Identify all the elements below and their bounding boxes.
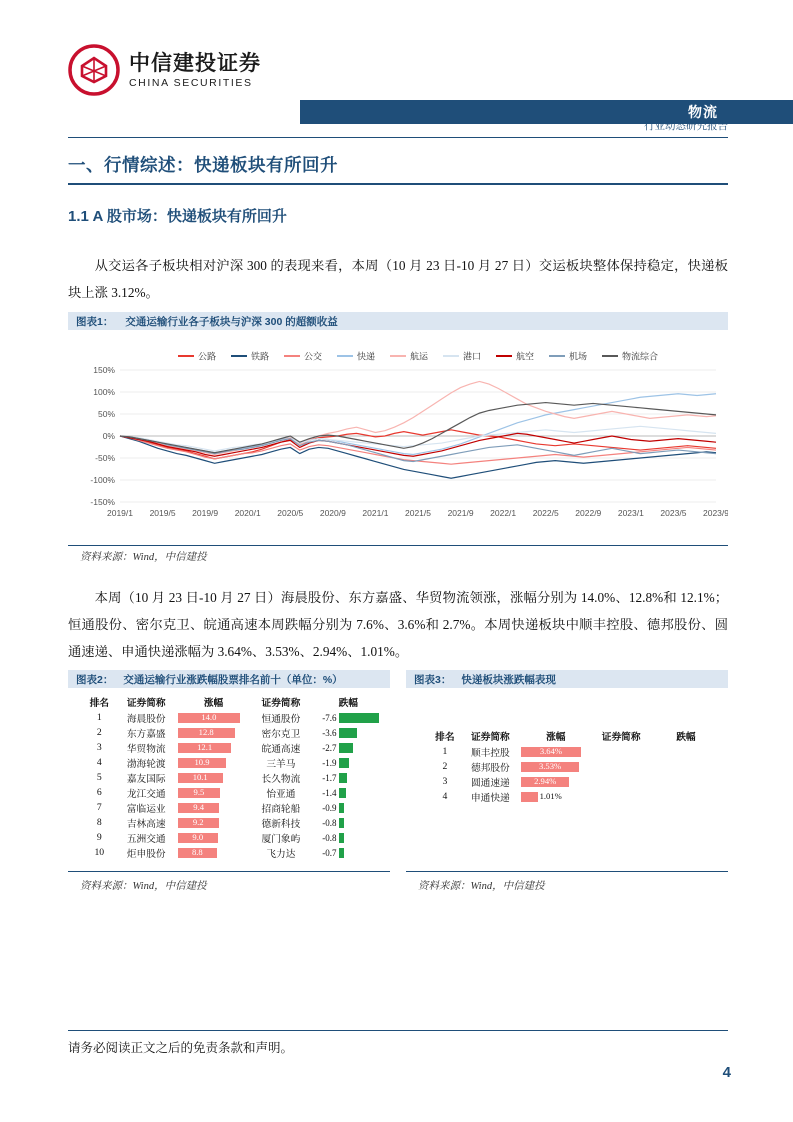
table-row <box>84 755 384 770</box>
cell-up-name: 顺丰控股 <box>470 747 510 759</box>
table-row <box>430 789 720 804</box>
cell-up-value: 9.5 <box>178 785 249 800</box>
cell-up-name: 炬申股份 <box>126 848 166 860</box>
table-row <box>84 830 384 845</box>
figure1-label: 图表1： <box>76 315 114 328</box>
col-down: 跌幅 <box>338 698 358 709</box>
cell-down-name: 皖通高速 <box>261 743 301 755</box>
cell-down-value: -1.9 <box>313 755 384 770</box>
cell-rank: 3 <box>96 742 102 753</box>
svg-text:公路: 公路 <box>198 351 217 362</box>
footer-divider <box>68 1030 728 1031</box>
industry-tag: 物流 <box>674 100 728 124</box>
cell-down-value: -3.6 <box>313 725 384 740</box>
header-band-tail <box>730 100 793 124</box>
header-divider <box>68 137 728 138</box>
figure1-title: 交通运输行业各子板块与沪深 300 的超额收益 <box>125 315 338 328</box>
figure2-table <box>84 694 384 860</box>
figure3-source: 资料来源：Wind，中信建投 <box>418 881 545 892</box>
svg-text:2020/5: 2020/5 <box>277 508 304 518</box>
table-row <box>84 785 384 800</box>
svg-text:航空: 航空 <box>516 351 535 362</box>
cell-up-name: 龙江交通 <box>126 788 166 800</box>
cell-down-name: 德新科技 <box>261 818 301 830</box>
svg-text:港口: 港口 <box>463 351 482 362</box>
table-row <box>84 725 384 740</box>
cell-down-value: -0.7 <box>313 845 384 860</box>
cell-rank: 1 <box>96 712 102 723</box>
svg-text:机场: 机场 <box>569 351 588 362</box>
cell-down-value: -0.8 <box>313 815 384 830</box>
cell-up-value: 14.0 <box>178 710 249 725</box>
cell-up-value: 9.4 <box>178 800 249 815</box>
cell-down-name: 招商轮船 <box>261 803 301 815</box>
cell-down-value: -0.8 <box>313 830 384 845</box>
svg-text:2023/1: 2023/1 <box>617 508 644 518</box>
svg-text:2021/5: 2021/5 <box>405 508 431 518</box>
cell-rank: 4 <box>96 757 102 768</box>
figure1-chart <box>68 330 728 546</box>
paragraph-2: 本周（10 月 23 日-10 月 27 日）海晨股份、东方嘉盛、华贸物流领涨，涨幅分别为 14.0%、12.8%和 12.1%；恒通股份、密尔克卫、皖通高速本周跌幅分别为 7.6%、3.6%和 2.7%。本周快递板块中顺丰控股、德邦股份、圆通速递、申通快递涨幅为 3.64%、3.53%、2.94%、1.01%。 <box>68 590 728 659</box>
cell-down-name: 三羊马 <box>266 758 296 770</box>
svg-text:2021/9: 2021/9 <box>447 508 474 518</box>
cell-down-name: 怡亚通 <box>266 788 296 800</box>
cell-up-name: 五洲交通 <box>126 833 166 845</box>
cell-down-value <box>652 759 720 774</box>
col-up: 涨幅 <box>546 732 566 743</box>
section-heading-1: 一、行情综述：快递板块有所回升 <box>68 155 338 175</box>
section-heading-block <box>68 152 728 185</box>
cell-rank: 1 <box>442 746 448 757</box>
svg-text:2021/1: 2021/1 <box>362 508 389 518</box>
col-down-name: 证券简称 <box>261 698 301 709</box>
svg-text:-100%: -100% <box>90 475 115 485</box>
figure3-title: 快递板块涨跌幅表现 <box>461 673 556 686</box>
cell-rank: 2 <box>96 727 102 738</box>
col-up-name: 证券简称 <box>470 732 510 743</box>
cell-rank: 10 <box>94 847 105 858</box>
col-down: 跌幅 <box>676 732 696 743</box>
table-row <box>84 710 384 725</box>
cell-down-value: -2.7 <box>313 740 384 755</box>
svg-text:2023/5: 2023/5 <box>660 508 687 518</box>
report-type-label: 行业动态研究报告 <box>644 120 728 132</box>
cell-up-name: 海晨股份 <box>126 713 166 725</box>
cell-down-name: 长久物流 <box>261 773 301 785</box>
svg-text:0%: 0% <box>102 431 115 441</box>
table-row <box>84 740 384 755</box>
cell-down-value <box>652 744 720 759</box>
svg-text:铁路: 铁路 <box>251 351 270 362</box>
cell-rank: 6 <box>96 787 102 798</box>
figure3-divider <box>406 871 728 872</box>
cell-up-value: 2.94% <box>521 774 591 789</box>
cell-rank: 4 <box>442 791 448 802</box>
col-down-name: 证券简称 <box>601 732 641 743</box>
cell-up-name: 德邦股份 <box>470 762 510 774</box>
svg-text:2019/1: 2019/1 <box>107 508 133 518</box>
figure3-table <box>430 728 720 804</box>
section-heading-rule <box>68 183 728 185</box>
cell-up-value: 9.0 <box>178 830 249 845</box>
svg-text:航运: 航运 <box>410 351 429 362</box>
cell-up-name: 嘉友国际 <box>126 773 166 785</box>
cell-up-value: 10.1 <box>178 770 249 785</box>
svg-text:2023/9: 2023/9 <box>703 508 728 518</box>
logo-text-en: CHINA SECURITIES <box>129 76 253 89</box>
col-up: 涨幅 <box>203 698 224 709</box>
col-rank: 排名 <box>89 698 109 709</box>
cell-down-value: -0.9 <box>313 800 384 815</box>
cell-up-value: 10.9 <box>178 755 249 770</box>
cell-up-name: 富临运业 <box>126 803 166 815</box>
cell-up-name: 华贸物流 <box>126 743 166 755</box>
figure2-source: 资料来源：Wind，中信建投 <box>80 881 207 892</box>
section-heading-2: 1.1 A 股市场：快递板块有所回升 <box>68 208 287 225</box>
svg-text:-50%: -50% <box>95 453 115 463</box>
cell-down-name <box>591 774 652 789</box>
cell-up-value: 8.8 <box>178 845 249 860</box>
company-logo <box>68 44 261 96</box>
cell-down-value: -1.7 <box>313 770 384 785</box>
table-header-row <box>430 728 720 744</box>
cell-up-name: 渤海轮渡 <box>126 758 166 770</box>
cell-up-value: 12.8 <box>178 725 249 740</box>
figure2-divider <box>68 871 390 872</box>
cell-down-name: 厦门象屿 <box>261 833 301 845</box>
svg-text:物流综合: 物流综合 <box>622 351 659 362</box>
cell-up-name: 东方嘉盛 <box>126 728 166 740</box>
svg-text:100%: 100% <box>93 387 115 397</box>
svg-text:2022/1: 2022/1 <box>490 508 517 518</box>
table-header-row <box>84 694 384 710</box>
table-row <box>430 774 720 789</box>
cell-down-name <box>591 759 652 774</box>
svg-text:2022/9: 2022/9 <box>575 508 602 518</box>
table-row <box>84 770 384 785</box>
cell-down-value: -7.6 <box>313 710 384 725</box>
cell-up-value: 3.64% <box>521 744 591 759</box>
footer-disclaimer: 请务必阅读正文之后的免责条款和声明。 <box>68 1041 294 1055</box>
figure2-label: 图表2： <box>76 673 114 686</box>
figure2-title: 交通运输行业涨跌幅股票排名前十（单位：%） <box>123 673 343 686</box>
svg-text:150%: 150% <box>93 365 115 375</box>
figure2-caption <box>68 670 390 688</box>
cell-down-value: -1.4 <box>313 785 384 800</box>
cell-rank: 2 <box>442 761 448 772</box>
table-row <box>84 845 384 860</box>
page-number: 4 <box>722 1064 731 1081</box>
cell-down-value <box>652 789 720 804</box>
svg-text:2020/9: 2020/9 <box>319 508 346 518</box>
cell-down-name <box>591 744 652 759</box>
figure1-source: 资料来源：Wind，中信建投 <box>80 552 207 563</box>
cell-down-value <box>652 774 720 789</box>
svg-text:50%: 50% <box>97 409 115 419</box>
svg-text:2022/5: 2022/5 <box>532 508 559 518</box>
cell-down-name: 恒通股份 <box>261 713 301 725</box>
svg-text:快递: 快递 <box>357 351 376 362</box>
cell-rank: 8 <box>96 817 102 828</box>
svg-text:公交: 公交 <box>304 351 323 362</box>
cell-up-value: 12.1 <box>178 740 249 755</box>
cell-rank: 7 <box>96 802 102 813</box>
svg-text:2019/9: 2019/9 <box>192 508 219 518</box>
cell-rank: 5 <box>96 772 102 783</box>
logo-mark-icon <box>68 44 120 96</box>
cell-up-value: 3.53% <box>521 759 591 774</box>
cell-up-name: 吉林高速 <box>126 818 166 830</box>
cell-up-name: 申通快递 <box>470 792 510 804</box>
cell-up-value: 1.01% <box>521 789 591 804</box>
svg-text:2020/1: 2020/1 <box>234 508 261 518</box>
cell-rank: 9 <box>96 832 102 843</box>
cell-rank: 3 <box>442 776 448 787</box>
page-header <box>68 44 728 120</box>
table-row <box>84 815 384 830</box>
figure3-label: 图表3： <box>414 673 452 686</box>
table-row <box>430 744 720 759</box>
table-row <box>430 759 720 774</box>
cell-up-name: 圆通速递 <box>470 777 510 789</box>
cell-down-name: 飞力达 <box>266 848 296 860</box>
col-rank: 排名 <box>435 732 455 743</box>
figure1-caption <box>68 312 728 330</box>
cell-down-name: 密尔克卫 <box>261 728 301 740</box>
figure3-caption <box>406 670 728 688</box>
cell-up-value: 9.2 <box>178 815 249 830</box>
logo-text-cn: 中信建投证券 <box>129 51 261 75</box>
cell-down-name <box>591 789 652 804</box>
table-row <box>84 800 384 815</box>
svg-text:-150%: -150% <box>90 497 115 507</box>
svg-text:2019/5: 2019/5 <box>149 508 176 518</box>
col-up-name: 证券简称 <box>126 698 166 709</box>
paragraph-1: 从交运各子板块相对沪深 300 的表现来看，本周（10 月 23 日-10 月 27 日）交运板块整体保持稳定，快递板块上涨 3.12%。 <box>68 258 728 300</box>
